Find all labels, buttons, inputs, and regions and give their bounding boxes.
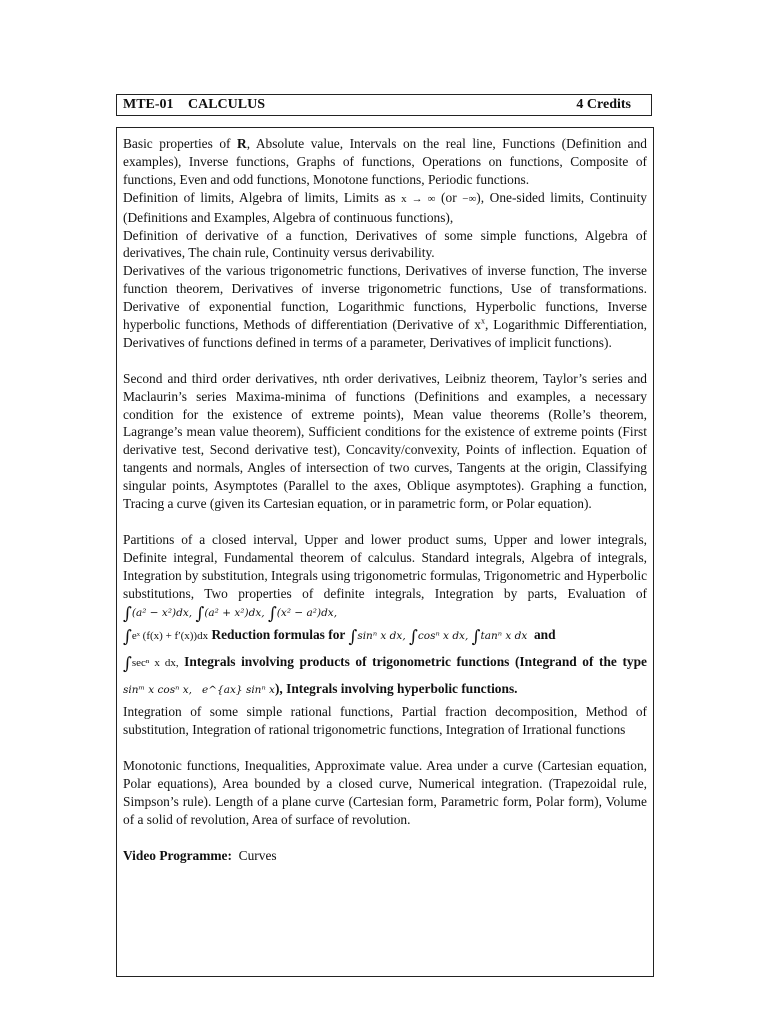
block1-paragraph-derivative: Definition of derivative of a function, Derivatives of some simple functions, Algebra of derivatives, The chain rule, Continuity versus derivability. xyxy=(123,227,647,261)
course-header xyxy=(116,94,652,116)
integral-3: (x² − a²)dx, xyxy=(276,606,338,619)
integral-sign-icon: ∫ xyxy=(123,627,132,648)
integral-sign-icon: ∫ xyxy=(267,603,277,624)
integral-7: tanⁿ x dx xyxy=(480,630,528,643)
math-minus-infinity: −∞ xyxy=(462,192,477,205)
integral-5: sinⁿ x dx, xyxy=(357,630,406,643)
integral-sign-icon: ∫ xyxy=(348,627,358,648)
integrand-type-2: e^{ax} sinⁿ x xyxy=(202,684,275,697)
integral-8: secⁿ x dx, xyxy=(131,657,179,670)
integrand-type-1: sinᵐ x cosⁿ x, xyxy=(123,684,192,697)
and-label: and xyxy=(533,627,556,643)
integral-sign-icon: ∫ xyxy=(123,654,132,675)
syllabus-content xyxy=(116,127,654,977)
video-programme-value: Curves xyxy=(238,847,277,863)
integral-1: (a² − x²)dx, xyxy=(131,606,193,619)
integral-2: (a² + x²)dx, xyxy=(204,606,265,619)
products-label: Integrals involving products of trigonometric functions (Integrand of the type xyxy=(178,654,647,670)
block3-products-line xyxy=(123,649,647,703)
course-code: MTE-01 xyxy=(123,97,174,112)
reduction-formulas-label: Reduction formulas for xyxy=(208,627,349,643)
block1-paragraph-properties: Basic properties of R, Absolute value, Intervals on the real line, Functions (Definition and examples), Inverse functions, Graphs of functions, Operations on functions, Composite of functions, Even and odd functions, Monotone functions, Periodic functions. xyxy=(123,136,647,187)
integral-sign-icon: ∫ xyxy=(195,603,205,624)
course-title: CALCULUS xyxy=(188,97,266,112)
superscript-x: x xyxy=(480,316,485,326)
block4-paragraph: Monotonic functions, Inequalities, Approximate value. Area under a curve (Cartesian equation, Polar equations), Area bounded by a closed curve, Numerical integration. (Trapezoidal rule, Simpson’s rule). Length of a plane curve (Cartesian form, Parametric form, Polar form), Volume of a solid of revolution, Area of surface of revolution. xyxy=(123,758,647,827)
math-x-to-infinity: x → ∞ xyxy=(401,192,436,205)
block1-paragraph-limits: Definition of limits, Algebra of limits, Limits as x → ∞ (or −∞), One-sided limits, Continuity (Definitions and Examples, Algebra of continuous functions), xyxy=(123,189,647,225)
integral-6: cosⁿ x dx, xyxy=(417,630,469,643)
block3-reduction-line xyxy=(123,622,647,649)
hyperbolic-label: ), Integrals involving hyperbolic functions. xyxy=(274,681,518,697)
reals-symbol: R xyxy=(237,136,247,151)
integral-4: eˣ (f(x) + f′(x))dx xyxy=(131,630,209,643)
integral-sign-icon: ∫ xyxy=(123,603,132,624)
block3-paragraph-rational: Integration of some simple rational functions, Partial fraction decomposition, Method of substitution, Integration of rational trigonometric functions, Integration of Irrational functions xyxy=(123,704,647,738)
integral-sign-icon: ∫ xyxy=(471,627,481,648)
block1-paragraph-trig-derivatives: Derivatives of the various trigonometric functions, Derivatives of inverse function, The inverse function theorem, Derivatives of inverse trigonometric functions, Use of transformations. Derivative of exponential function, Logarithmic functions, Hyperbolic functions, Inverse hyperbolic functions, Methods of differentiation (Derivative of $x^x$, Logarithmic Differentiation, Derivatives of functions defined in terms of a parameter, Derivatives of implicit functions). xyxy=(123,263,648,350)
block3-paragraph-integration: Partitions of a closed interval, Upper and lower product sums, Upper and lower integrals, Definite integral, Fundamental theorem of calculus. Standard integrals, Algebra of integrals, Integration by substitution, Integrals using trigonometric formulas, Trigonometric and Hyperbolic substitutions, Two properties of definite integrals, Integration by parts, Evaluation of ∫(a² − x²)dx, ∫(a² + x²)dx, ∫(x² − a²)dx, xyxy=(123,531,648,624)
video-programme xyxy=(123,847,647,865)
video-programme-label: Video Programme: xyxy=(123,847,232,863)
block2-paragraph: Second and third order derivatives, nth order derivatives, Leibniz theorem, Taylor’s series and Maclaurin’s series Maxima-minima of functions (Definitions and examples, a necessary condition for the existence of extreme points), Mean value theorems (Rolle’s theorem, Lagrange’s mean value theorem), Sufficient conditions for the existence of extreme points (First derivative test, Second derivative test), Concavity/convexity, Points of inflection. Equation of tangents and normals, Angles of intersection of two curves, Tangents at the origin, Classifying singular points, Asymptotes (Parallel to the axes, Oblique asymptotes). Graphing a function, Tracing a curve (given its Cartesian equation, or in parametric form, or Polar equation). xyxy=(123,370,647,512)
integral-sign-icon: ∫ xyxy=(409,627,418,648)
course-credits: 4 Credits xyxy=(576,97,631,112)
